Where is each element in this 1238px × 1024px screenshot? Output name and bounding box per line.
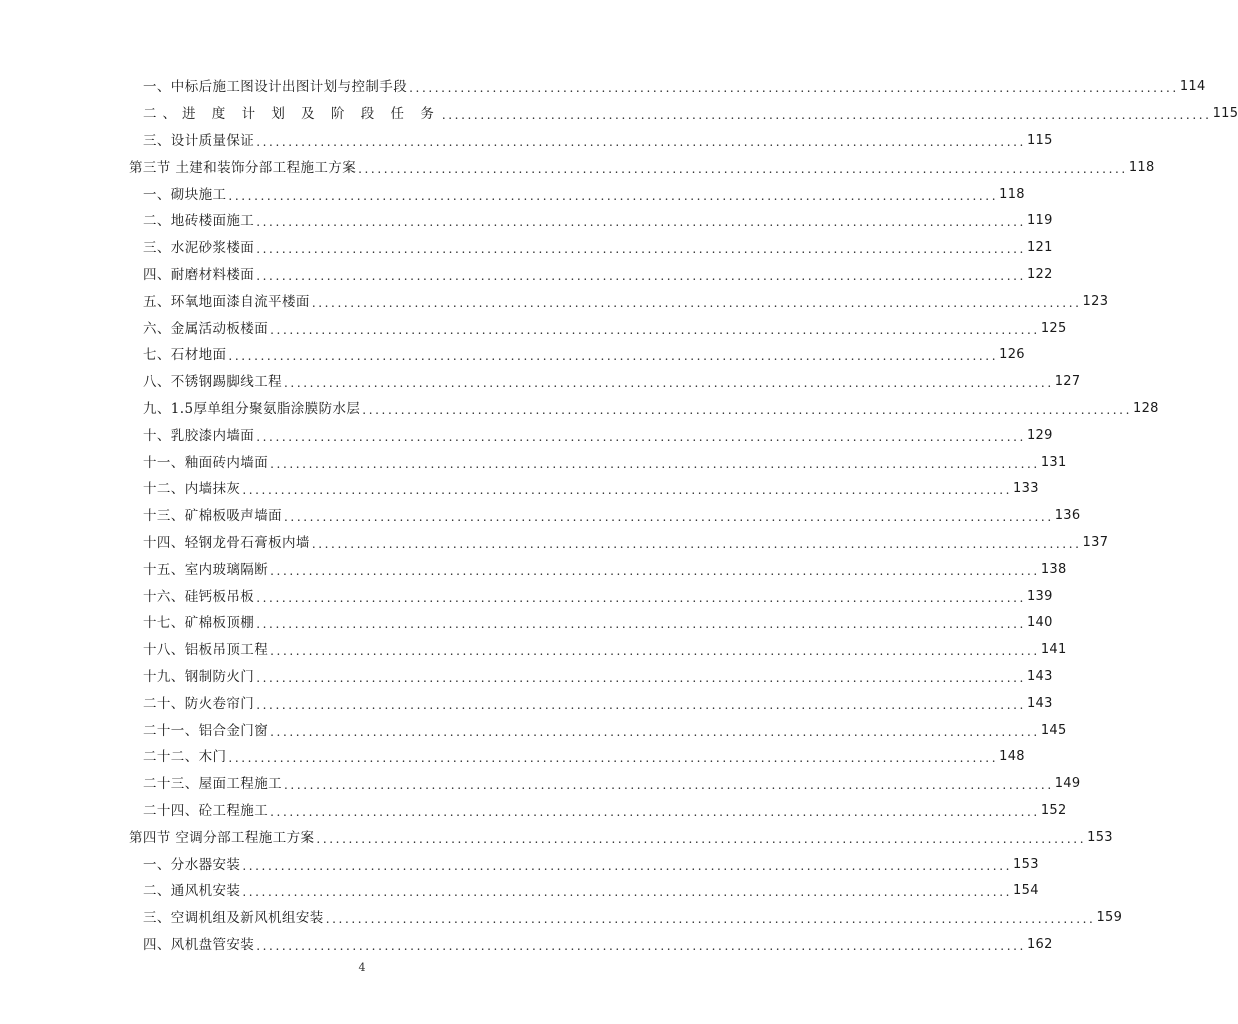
toc-entry-title: 第三节 土建和装饰分部工程施工方案: [129, 159, 357, 176]
toc-dot-leader: ........................................................................................................................: [242, 483, 1013, 498]
toc-entry[interactable]: [0, 717, 1067, 744]
toc-dot-leader: ........................................................................................................................: [284, 376, 1054, 391]
toc-dot-leader: ........................................................................................................................: [270, 644, 1040, 659]
toc-entry-page: 138: [1040, 561, 1067, 577]
toc-entry[interactable]: [0, 235, 1053, 262]
toc-entry[interactable]: [0, 503, 1081, 530]
toc-entry-page: 159: [1096, 910, 1123, 926]
toc-dot-leader: ........................................................................................................................: [256, 215, 1026, 230]
toc-entry[interactable]: [0, 690, 1053, 717]
toc-entry-page: 129: [1026, 427, 1053, 443]
toc-entry[interactable]: [0, 878, 1039, 905]
toc-entry-page: 128: [1133, 400, 1159, 416]
toc-entry[interactable]: [0, 932, 1053, 959]
toc-entry-title: 五、环氧地面漆自流平楼面: [143, 293, 310, 310]
toc-entry[interactable]: [0, 664, 1053, 691]
toc-entry[interactable]: [0, 262, 1053, 289]
toc-entry[interactable]: [0, 288, 1109, 315]
toc-dot-leader: ........................................................................................................................: [242, 885, 1013, 900]
toc-entry[interactable]: [0, 530, 1109, 557]
toc-entry-page: 123: [1082, 293, 1109, 309]
toc-entry-page: 140: [1026, 615, 1053, 631]
toc-entry-page: 143: [1026, 668, 1053, 684]
toc-entry[interactable]: [0, 637, 1067, 664]
toc-dot-leader: ........................................................................................................................: [256, 429, 1026, 444]
toc-dot-leader: ........................................................................................................................: [284, 778, 1054, 793]
toc-dot-leader: ........................................................................................................................: [358, 161, 1128, 176]
toc-dot-leader: ........................................................................................................................: [311, 295, 1082, 310]
toc-entry-page: 136: [1054, 508, 1081, 524]
toc-dot-leader: ........................................................................................................................: [270, 563, 1040, 578]
toc-entry-page: 133: [1013, 481, 1039, 497]
toc-entry-title: 十三、矿棉板吸声墙面: [143, 508, 282, 525]
toc-entry-page: 149: [1054, 776, 1081, 792]
toc-entry-page: 141: [1040, 642, 1067, 658]
toc-entry-title: 八、不锈钢踢脚线工程: [143, 374, 282, 391]
toc-entry-title: 十一、釉面砖内墙面: [143, 454, 269, 471]
toc-entry-title: 十六、硅钙板吊板: [143, 588, 255, 605]
toc-entry-page: 121: [1026, 240, 1053, 256]
toc-dot-leader: ........................................................................................................................: [256, 697, 1026, 712]
toc-entry-title: 六、金属活动板楼面: [143, 320, 269, 337]
toc-entry[interactable]: [0, 610, 1053, 637]
toc-dot-leader: ........................................................................................................................: [325, 912, 1096, 927]
toc-entry[interactable]: [0, 744, 1025, 771]
toc-entry-page: 119: [1026, 213, 1053, 229]
toc-entry-title: 二十一、铝合金门窗: [143, 722, 269, 739]
toc-dot-leader: ........................................................................................................................: [270, 456, 1040, 471]
toc-dot-leader: ........................................................................................................................: [242, 858, 1013, 873]
toc-entry-title: 二、通风机安装: [143, 883, 241, 900]
toc-entry-title: 二、进 度 计 划 及 阶 段 任 务: [143, 106, 440, 123]
toc-dot-leader: ........................................................................................................................: [256, 938, 1026, 953]
toc-entry-title: 九、1.5厚单组分聚氨脂涂膜防水层: [143, 400, 361, 417]
toc-entry-page: 118: [999, 186, 1025, 202]
toc-entry-title: 二十三、屋面工程施工: [143, 776, 282, 793]
toc-dot-leader: ........................................................................................................................: [316, 831, 1087, 846]
toc-entry[interactable]: [0, 422, 1053, 449]
toc-entry-page: 162: [1026, 936, 1053, 952]
toc-entry-page: 143: [1026, 695, 1053, 711]
toc-entry-title: 一、分水器安装: [143, 856, 241, 873]
toc-dot-leader: ........................................................................................................................: [284, 510, 1054, 525]
toc-entry-title: 第四节 空调分部工程施工方案: [129, 829, 315, 846]
toc-entry-page: 154: [1013, 883, 1039, 899]
toc-entry-page: 114: [1179, 79, 1206, 95]
toc-dot-leader: ........................................................................................................................: [362, 402, 1133, 417]
toc-entry-title: 四、风机盘管安装: [143, 936, 255, 953]
toc-entry-page: 152: [1040, 802, 1067, 818]
toc-section-heading[interactable]: [0, 154, 1155, 181]
toc-entry-title: 三、空调机组及新风机组安装: [143, 910, 324, 927]
toc-entry-title: 四、耐磨材料楼面: [143, 266, 255, 283]
toc-entry-title: 七、石材地面: [143, 347, 227, 364]
toc-entry-page: 115: [1026, 132, 1053, 148]
toc-dot-leader: ........................................................................................................................: [441, 108, 1212, 123]
toc-entry[interactable]: [0, 583, 1053, 610]
toc-section-heading[interactable]: [0, 824, 1113, 851]
toc-dot-leader: ........................................................................................................................: [270, 804, 1040, 819]
toc-dot-leader: ........................................................................................................................: [409, 81, 1179, 96]
toc-entry-title: 二十、防火卷帘门: [143, 695, 255, 712]
toc-entry-title: 三、水泥砂浆楼面: [143, 240, 255, 257]
toc-entry-page: 122: [1026, 266, 1053, 282]
toc-dot-leader: ........................................................................................................................: [270, 724, 1040, 739]
toc-entry-page: 153: [1087, 829, 1113, 845]
page-number: 4: [358, 961, 366, 974]
toc-dot-leader: ........................................................................................................................: [311, 536, 1082, 551]
toc-entry-page: 131: [1040, 454, 1067, 470]
toc-entry[interactable]: [0, 208, 1053, 235]
toc-entry-title: 十二、内墙抹灰: [143, 481, 241, 498]
toc-entry-title: 十八、铝板吊顶工程: [143, 642, 269, 659]
toc-entry-page: 118: [1128, 159, 1155, 175]
toc-entry[interactable]: [0, 476, 1039, 503]
toc-dot-leader: ........................................................................................................................: [228, 349, 999, 364]
toc-entry[interactable]: [0, 342, 1025, 369]
toc-entry-page: 115: [1212, 106, 1238, 122]
toc-entry[interactable]: [0, 74, 1206, 101]
toc-dot-leader: ........................................................................................................................: [228, 188, 999, 203]
toc-dot-leader: ........................................................................................................................: [256, 134, 1026, 149]
toc-dot-leader: ........................................................................................................................: [256, 670, 1026, 685]
toc-entry-title: 十五、室内玻璃隔断: [143, 561, 269, 578]
toc-entry[interactable]: [0, 449, 1067, 476]
toc-entry-page: 153: [1013, 856, 1039, 872]
toc-entry-page: 126: [999, 347, 1025, 363]
toc-entry[interactable]: [0, 315, 1067, 342]
toc-dot-leader: ........................................................................................................................: [256, 242, 1026, 257]
toc-dot-leader: ........................................................................................................................: [270, 322, 1040, 337]
toc-entry[interactable]: [0, 128, 1053, 155]
toc-entry-title: 十九、钢制防火门: [143, 668, 255, 685]
toc-entry-page: 137: [1082, 534, 1109, 550]
toc-entry-title: 三、设计质量保证: [143, 132, 255, 149]
table-of-contents: [0, 74, 1238, 958]
toc-entry-title: 十四、轻钢龙骨石膏板内墙: [143, 534, 310, 551]
toc-entry-title: 二十四、砼工程施工: [143, 802, 269, 819]
toc-entry-title: 一、砌块施工: [143, 186, 227, 203]
toc-entry[interactable]: [0, 905, 1123, 932]
toc-entry-title: 十七、矿棉板顶棚: [143, 615, 255, 632]
toc-entry-title: 一、中标后施工图设计出图计划与控制手段: [143, 79, 408, 96]
toc-entry-page: 145: [1040, 722, 1067, 738]
toc-dot-leader: ........................................................................................................................: [228, 751, 999, 766]
toc-dot-leader: ........................................................................................................................: [256, 590, 1026, 605]
toc-entry-page: 127: [1054, 374, 1081, 390]
toc-entry[interactable]: [0, 798, 1067, 825]
toc-entry[interactable]: [0, 851, 1039, 878]
toc-entry[interactable]: [0, 181, 1025, 208]
toc-dot-leader: ........................................................................................................................: [256, 617, 1026, 632]
toc-entry-title: 十、乳胶漆内墙面: [143, 427, 255, 444]
toc-dot-leader: ........................................................................................................................: [256, 268, 1026, 283]
toc-entry-page: 139: [1026, 588, 1053, 604]
toc-entry[interactable]: [0, 396, 1159, 423]
toc-entry[interactable]: [0, 101, 1238, 128]
toc-entry-page: 125: [1040, 320, 1067, 336]
toc-entry-page: 148: [999, 749, 1025, 765]
toc-entry-title: 二十二、木门: [143, 749, 227, 766]
toc-entry[interactable]: [0, 771, 1081, 798]
toc-entry-title: 二、地砖楼面施工: [143, 213, 255, 230]
toc-entry[interactable]: [0, 369, 1081, 396]
toc-entry[interactable]: [0, 556, 1067, 583]
